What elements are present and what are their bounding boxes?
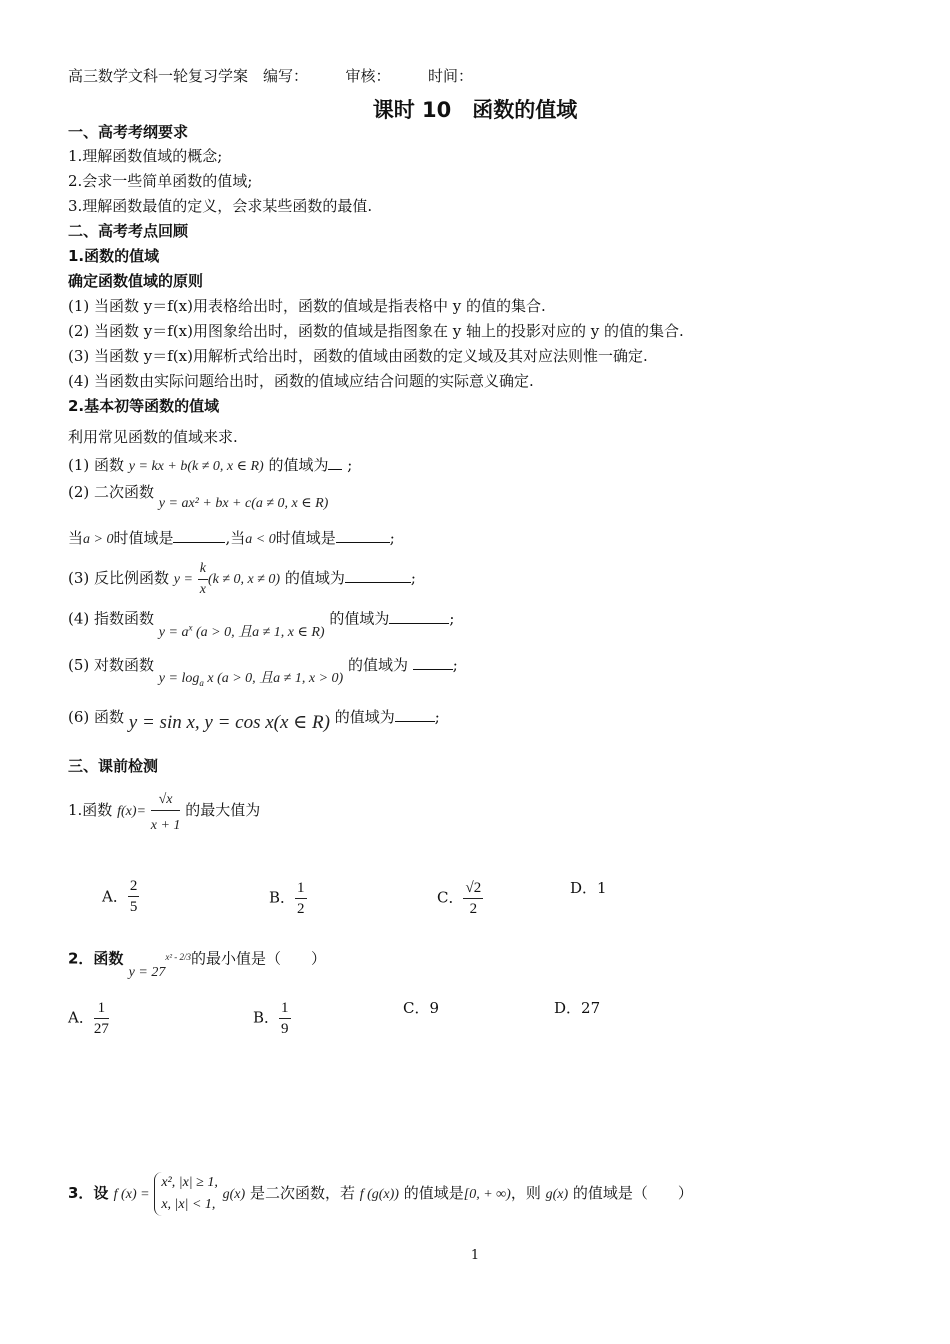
log-function-line: (5) 对数函数 $y = \log_a x$ (a > 0, 且a ≠ 1, x > 0) 的值域为 ;	[68, 656, 458, 688]
answer-blank	[389, 609, 449, 624]
linear-function-line: (1) 函数 y = kx + b(k ≠ 0, x ∈ R) 的值域为 ;	[68, 456, 353, 474]
answer-blank	[345, 568, 411, 583]
page-title: 课时 10 函数的值域	[372, 98, 578, 122]
q1-fraction: $\frac{√x}{x + 1}$	[150, 792, 181, 833]
piecewise-definition: x², |x| ≥ 1, x, |x| < 1,	[154, 1172, 218, 1216]
subsection-range: 1.函数的值域	[68, 247, 160, 265]
answer-blank	[395, 707, 435, 722]
requirement-3: 3.理解函数最值的定义，会求某些函数的最值.	[68, 197, 373, 215]
q1-option-c[interactable]: C． $\frac{√2}{2}$	[437, 880, 482, 917]
reciprocal-function-line: (3) 反比例函数 y = $\frac{k}{x}$ (k ≠ 0, x ≠ 0) 的值域为 ;	[68, 557, 416, 601]
section-1-heading: 一、高考考纲要求	[68, 123, 189, 141]
trig-function-line: (6) 函数 y = sin x, y = cos x(x ∈ R) 的值域为 ;	[68, 708, 440, 733]
requirement-1: 1.理解函数值域的概念;	[68, 147, 223, 165]
trig-formula: y = sin x, y = cos x(x ∈ R)	[128, 712, 330, 733]
exponential-function-line: (4) 指数函数 $y = a^x$ (a > 0, 且a ≠ 1, x ∈ R) 的值域为 ;	[68, 609, 455, 640]
rule-1: (1) 当函数 y＝f(x)用表格给出时，函数的值域是指表格中 y 的值的集合.	[68, 297, 546, 315]
q1-option-d[interactable]: D．1	[570, 879, 607, 897]
page-number: 1	[470, 1248, 480, 1263]
reciprocal-fraction: $\frac{k}{x}$	[199, 560, 206, 597]
question-1: 1.函数 f(x)= $\frac{√x}{x + 1}$ 的最大值为	[68, 788, 260, 841]
q1-option-b[interactable]: B． $\frac{1}{2}$	[269, 880, 305, 917]
rule-3: (3) 当函数 y＝f(x)用解析式给出时，函数的值域由函数的定义域及其对应法则惟一确定.	[68, 347, 648, 365]
subsection-elementary: 2.基本初等函数的值域	[68, 397, 220, 415]
quadratic-formula: y = ax² + bx + c(a ≠ 0, x ∈ R)	[158, 496, 329, 511]
answer-blank	[328, 455, 342, 470]
quadratic-range-line: 当a > 0时值域是 ,当a < 0时值域是 ;	[68, 529, 395, 547]
q2-option-b[interactable]: B． $\frac{1}{9}$	[253, 1000, 289, 1037]
answer-blank	[173, 528, 225, 543]
principle-heading: 确定函数值域的原则	[68, 272, 204, 290]
section-2-heading: 二、高考考点回顾	[68, 222, 189, 240]
answer-blank	[336, 528, 390, 543]
quadratic-function-line: (2) 二次函数 y = ax² + bx + c(a ≠ 0, x ∈ R)	[68, 483, 329, 511]
section-3-heading: 三、课前检测	[68, 757, 159, 775]
rule-2: (2) 当函数 y＝f(x)用图象给出时，函数的值域是指图象在 y 轴上的投影对应的 y 的值的集合.	[68, 322, 684, 340]
linear-formula: y = kx + b(k ≠ 0, x ∈ R)	[128, 459, 264, 474]
requirement-2: 2.会求一些简单函数的值域;	[68, 172, 253, 190]
question-3: 3．设 f (x) = x², |x| ≥ 1, x, |x| < 1, g(x) 是二次函数，若 f (g(x)) 的值域是[0, + ∞)，则 g(x) 的值域是（ ）	[68, 1168, 693, 1220]
elementary-intro: 利用常见函数的值域来求.	[68, 428, 238, 446]
q2-option-c[interactable]: C．9	[403, 999, 440, 1017]
rule-4: (4) 当函数由实际问题给出时，函数的值域应结合问题的实际意义确定.	[68, 372, 534, 390]
q1-option-a[interactable]: A． $\frac{2}{5}$	[102, 878, 138, 915]
answer-blank	[413, 655, 453, 670]
question-2: 2．函数 $y = 27^{x^2 - 2/3}$的最小值是（ ）	[68, 949, 327, 980]
q2-option-a[interactable]: A． $\frac{1}{27}$	[68, 1000, 109, 1037]
header-line: 高三数学文科一轮复习学案 编写： 审核： 时间：	[68, 67, 474, 85]
q2-option-d[interactable]: D．27	[554, 999, 601, 1017]
